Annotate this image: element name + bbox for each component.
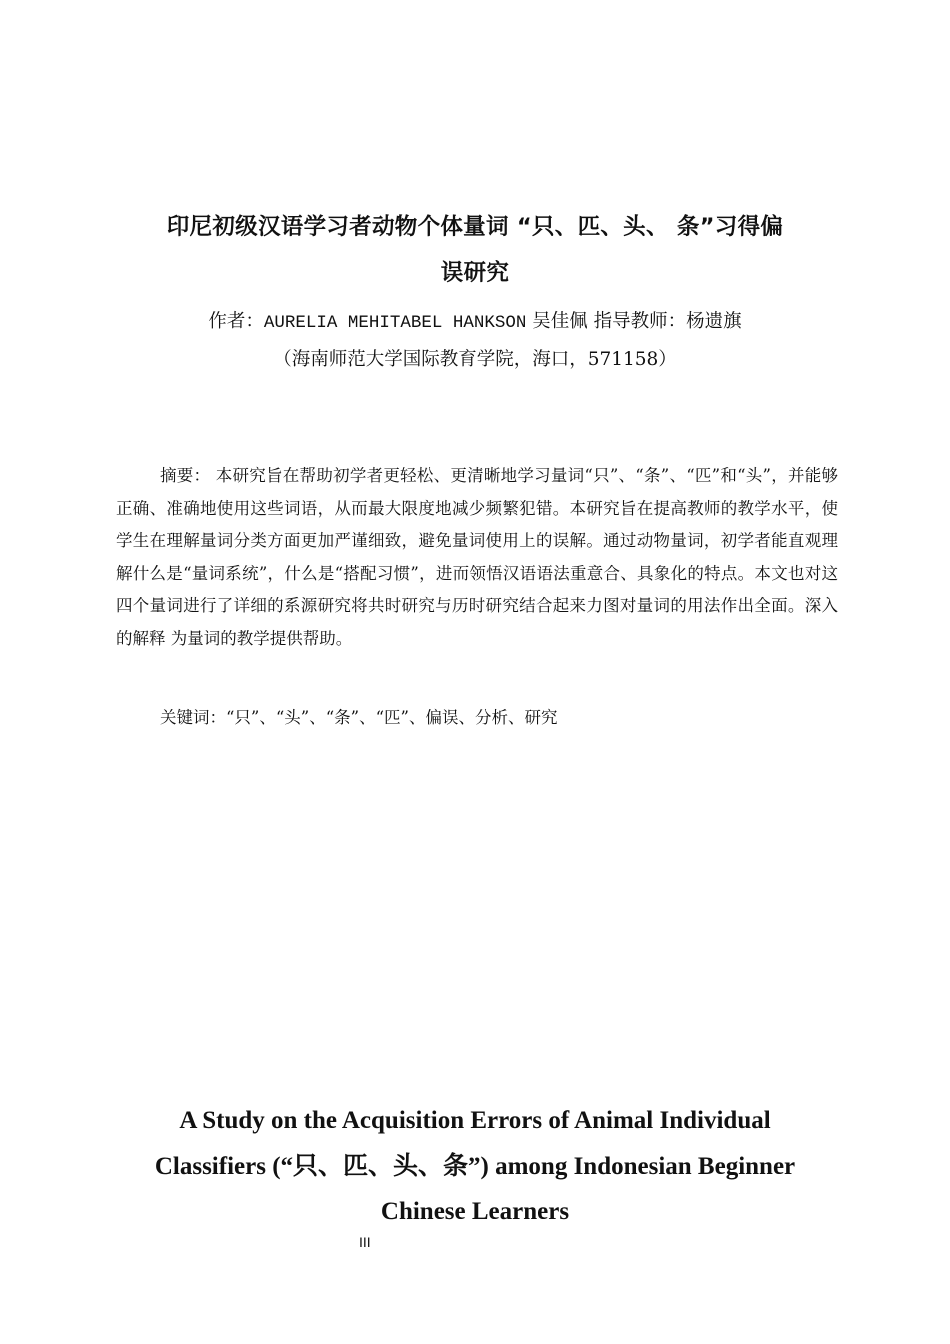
keywords-text: “只”、“头”、“条”、“匹”、偏误、分析、研究 <box>226 708 558 727</box>
author-name-chinese: 吴佳佩 <box>526 311 594 332</box>
english-title-line-1: A Study on the Acquisition Errors of Animal Individual <box>179 1107 771 1134</box>
english-title-line-2: Classifiers (“只、匹、头、条”) among Indonesian Beginner <box>154 1152 796 1180</box>
affiliation: （海南师范大学国际教育学院，海口，571158） <box>273 349 677 370</box>
chinese-title-line-1: 印尼初级汉语学习者动物个体量词 “只、匹、头、 条”习得偏 <box>166 214 784 240</box>
abstract-text: 本研究旨在帮助初学者更轻松、更清晰地学习量词“只”、“条”、“匹”和“头”，并能够正确、准确地使用这些词语，从而最大限度地减少频繁犯错。本研究旨在提高教师的教学水平，使学生在理解量词分类方面更加严谨细致，避免量词使用上的误解。通过动物量词，初学者能直观理解什么是“量词系统”，什么是“搭配习惯”，进而领悟汉语语法重意合、具象化的特点。本文也对这四个量词进行了详细的系源研究将共时研究与历时研究结合起来力图对量词的用法作出全面。深入的解释 为量词的教学提供帮助。 <box>116 466 839 648</box>
author-name-latin: AURELIA MEHITABEL HANKSON <box>263 313 527 333</box>
advisor-label: 指导教师： <box>593 311 687 332</box>
keywords-label: 关键词： <box>160 708 226 727</box>
chinese-title-line-2: 误研究 <box>440 260 510 286</box>
chinese-title <box>110 204 840 296</box>
page-number: III <box>359 1234 371 1250</box>
abstract <box>116 460 838 656</box>
author-label: 作者： <box>208 311 264 332</box>
author-line <box>0 307 950 338</box>
english-title-line-3: Chinese Learners <box>380 1198 570 1225</box>
english-title <box>100 1098 850 1235</box>
keywords <box>160 702 840 734</box>
abstract-label: 摘要： <box>160 466 211 485</box>
advisor-name: 杨遗旗 <box>686 311 742 332</box>
